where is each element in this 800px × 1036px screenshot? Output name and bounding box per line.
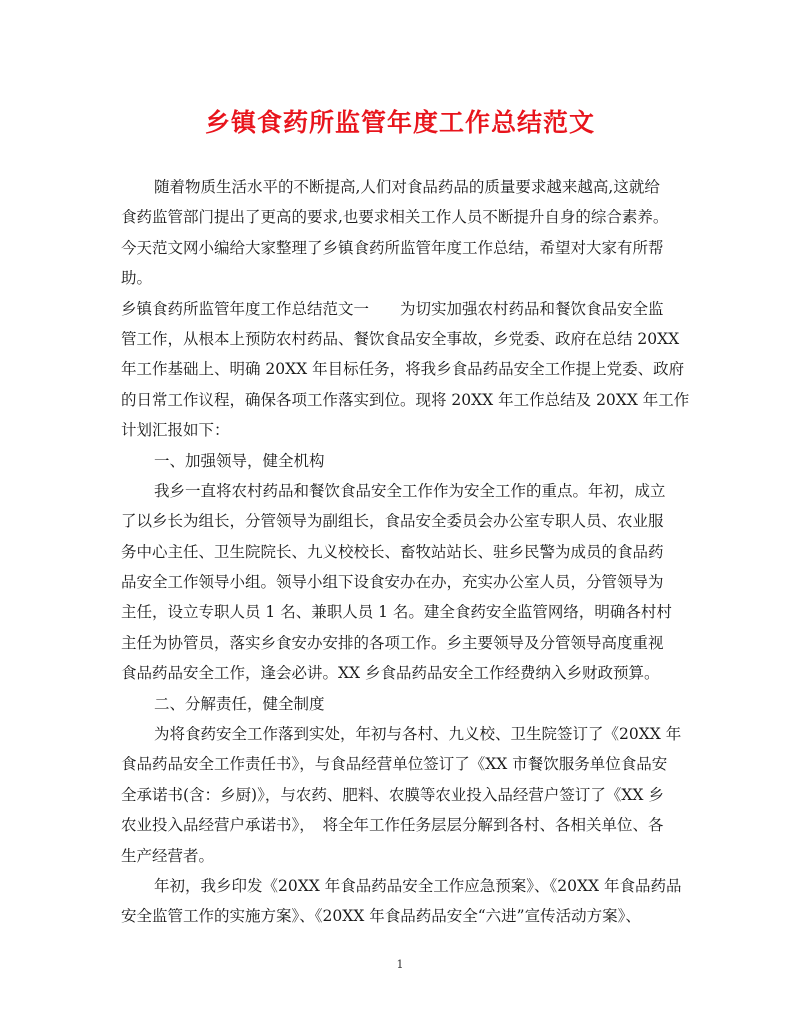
body-line: 我乡一直将农村药品和餐饮食品安全工作作为安全工作的重点。年初，成立 (154, 481, 666, 500)
body-line: 安全监管工作的实施方案》、《20XX 年食品药品安全“六进”宣传活动方案》、 (121, 907, 641, 926)
body-line: 食品药品安全工作责任书》，与食品经营单位签订了《XX 市餐饮服务单位食品安 (121, 755, 668, 774)
body-line: 随着物质生活水平的不断提高,人们对食品药品的质量要求越来越高,这就给 (154, 178, 660, 196)
page-number: 1 (396, 958, 404, 971)
body-line: 主任为协管员，落实乡食安办安排的各项工作。乡主要领导及分管领导高度重视 (121, 633, 664, 652)
document-body (121, 172, 691, 932)
body-line: 生产经营者。 (121, 846, 215, 865)
body-line: 品安全工作领导小组。领导小组下设食安办在办，充实办公室人员，分管领导为 (121, 573, 664, 592)
section-heading: 二、分解责任，健全制度 (154, 694, 325, 713)
body-line: 务中心主任、卫生院院长、九义校校长、畜牧站站长、驻乡民警为成员的食品药 (121, 542, 664, 561)
body-line: 主任，设立专职人员 1 名、兼职人员 1 名。建全食药安全监管网络，明确各村村 (121, 603, 672, 622)
body-line: 年工作基础上、明确 20XX 年目标任务，将我乡食品药品安全工作提上党委、政府 (121, 360, 685, 379)
body-line: 助。 (121, 269, 153, 288)
body-line: 计划汇报如下： (121, 421, 230, 440)
body-line: 今天范文网小编给大家整理了乡镇食药所监管年度工作总结，希望对大家有所帮 (121, 238, 664, 257)
body-line: 了以乡长为组长，分管领导为副组长，食品安全委员会办公室专职人员、农业服 (121, 512, 664, 531)
body-line: 食品药品安全工作，逢会必讲。XX 乡食品药品安全工作经费纳入乡财政预算。 (121, 664, 660, 683)
body-line: 管工作，从根本上预防农村药品、餐饮食品安全事故，乡党委、政府在总结 20XX (121, 329, 680, 348)
body-line: 农业投入品经营户承诺书》， 将全年工作任务层层分解到各村、各相关单位、各 (121, 816, 664, 835)
body-line: 年初，我乡印发《20XX 年食品药品安全工作应急预案》、《20XX 年食品药品 (154, 876, 682, 895)
document-title: 乡镇食药所监管年度工作总结范文 (204, 108, 595, 137)
section-heading: 一、加强领导，健全机构 (154, 451, 325, 470)
body-line: 为将食药安全工作落到实处，年初与各村、九义校、卫生院签订了《20XX 年 (154, 725, 682, 744)
body-line: 全承诺书(含：乡厨)》，与农药、肥料、农膜等农业投入品经营户签订了《XX 乡 (121, 785, 664, 804)
body-line: 的日常工作议程，确保各项工作落实到位。现将 20XX 年工作总结及 20XX 年工作 (121, 390, 690, 409)
body-line: 食药监管部门提出了更高的要求,也要求相关工作人员不断提升自身的综合素养。 (121, 208, 669, 227)
body-line: 乡镇食药所监管年度工作总结范文一 为切实加强农村药品和餐饮食品安全监 (121, 299, 664, 318)
